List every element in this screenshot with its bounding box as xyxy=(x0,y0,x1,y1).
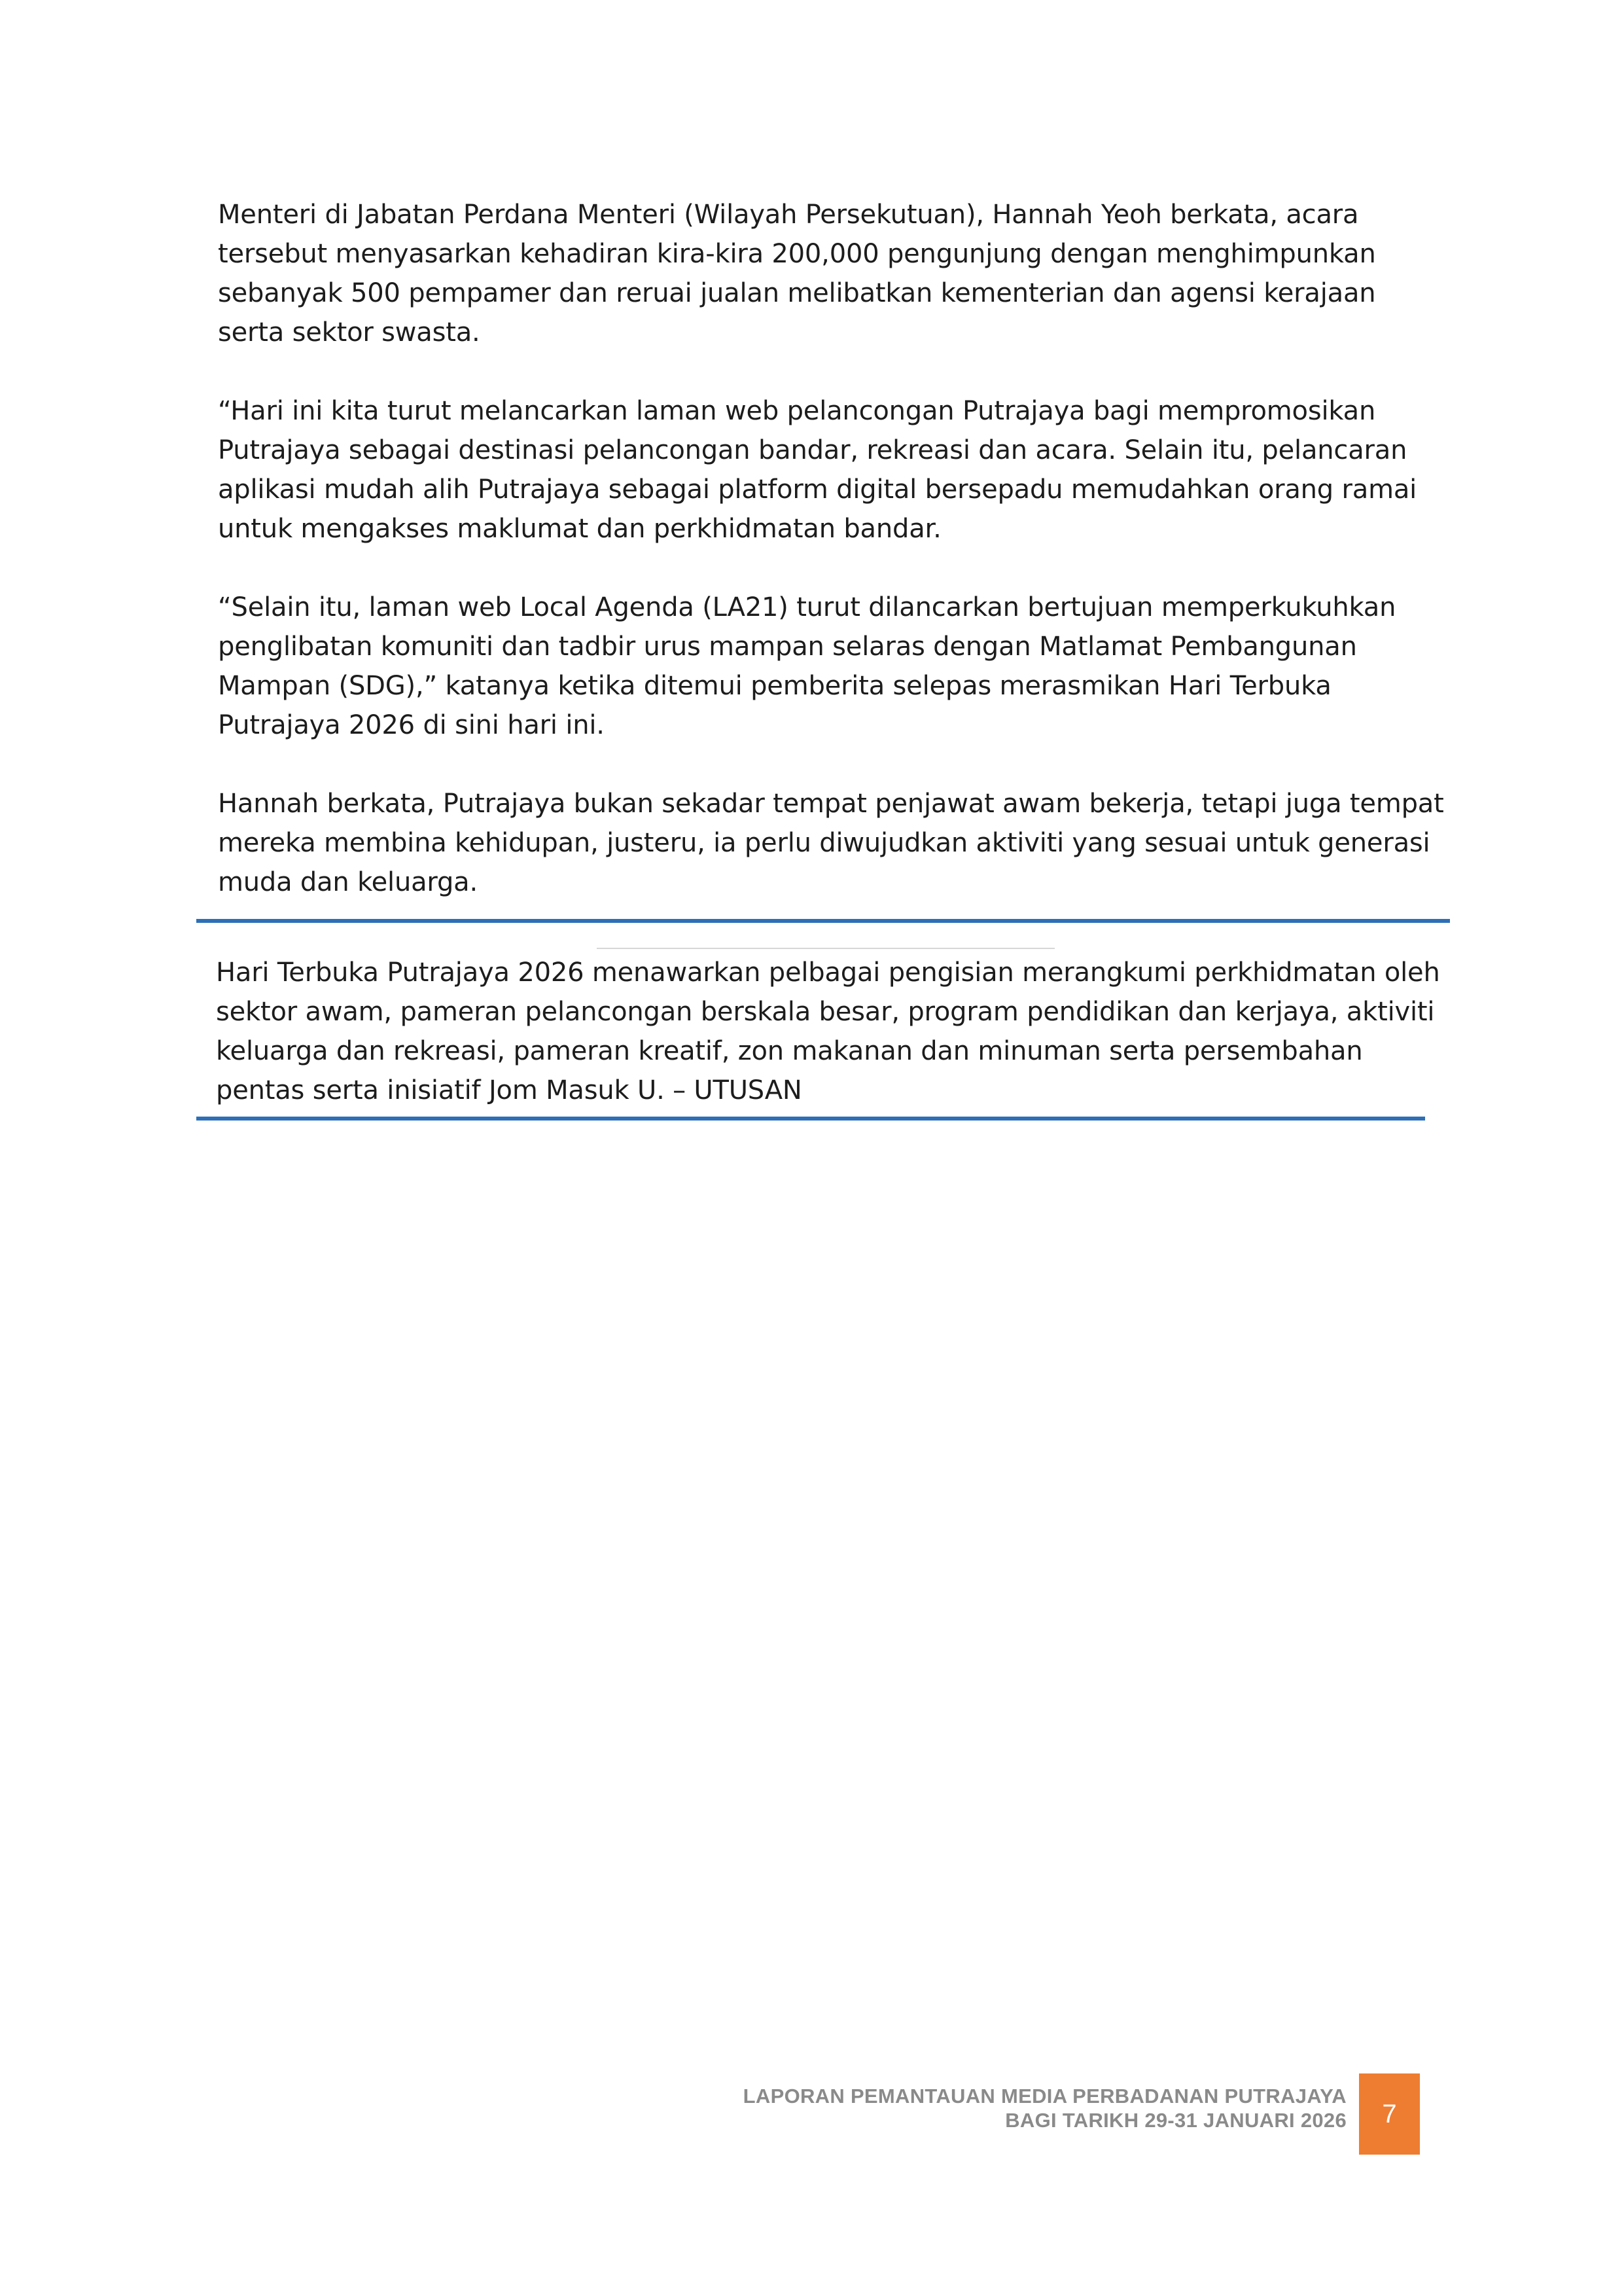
boxed-paragraph: Hari Terbuka Putrajaya 2026 menawarkan pelbagai pengisian merangkumi perkhidmatan oleh sektor awam, pameran pelancongan berskala besar, program pendidikan dan kerjaya, aktiviti keluarga dan rekreasi, pameran kreatif, zon makanan dan minuman serta persembahan pentas serta inisiatif Jom Masuk U. – UTUSAN xyxy=(216,958,1440,1105)
footer-report-date: BAGI TARIKH 29-31 JANUARI 2026 xyxy=(1005,2109,1347,2132)
boxed-section-bottom-rule xyxy=(196,1117,1425,1121)
article-paragraph-1: Menteri di Jabatan Perdana Menteri (Wilayah Persekutuan), Hannah Yeoh berkata, acara tersebut menyasarkan kehadiran kira-kira 200,000 pengunjung dengan menghimpunkan sebanyak 500 pempamer dan reruai jualan melibatkan kementerian dan agensi kerajaan serta sektor swasta. xyxy=(218,200,1376,348)
page-number-badge xyxy=(1359,2073,1420,2155)
boxed-section-top-rule xyxy=(196,919,1450,923)
article-body xyxy=(218,195,1448,941)
footer-report-title: LAPORAN PEMANTAUAN MEDIA PERBADANAN PUTRAJAYA xyxy=(743,2085,1347,2108)
crop-divider xyxy=(597,948,1055,949)
page-number: 7 xyxy=(1382,2099,1397,2128)
report-footer xyxy=(743,2084,1347,2132)
article-paragraph-3: “Selain itu, laman web Local Agenda (LA21) turut dilancarkan bertujuan memperkukuhkan penglibatan komuniti dan tadbir urus mampan selaras dengan Matlamat Pembangunan Mampan (SDG),” katanya ketika ditemui pemberita selepas merasmikan Hari Terbuka Putrajaya 2026 di sini hari ini. xyxy=(218,592,1396,740)
article-paragraph-2: “Hari ini kita turut melancarkan laman web pelancongan Putrajaya bagi mempromosikan Putrajaya sebagai destinasi pelancongan bandar, rekreasi dan acara. Selain itu, pelancaran aplikasi mudah alih Putrajaya sebagai platform digital bersepadu memudahkan orang ramai untuk mengakses maklumat dan perkhidmatan bandar. xyxy=(218,396,1417,544)
article-paragraph-4: Hannah berkata, Putrajaya bukan sekadar tempat penjawat awam bekerja, tetapi juga tempat mereka membina kehidupan, justeru, ia perlu diwujudkan aktiviti yang sesuai untuk generasi muda dan keluarga. xyxy=(218,789,1444,897)
